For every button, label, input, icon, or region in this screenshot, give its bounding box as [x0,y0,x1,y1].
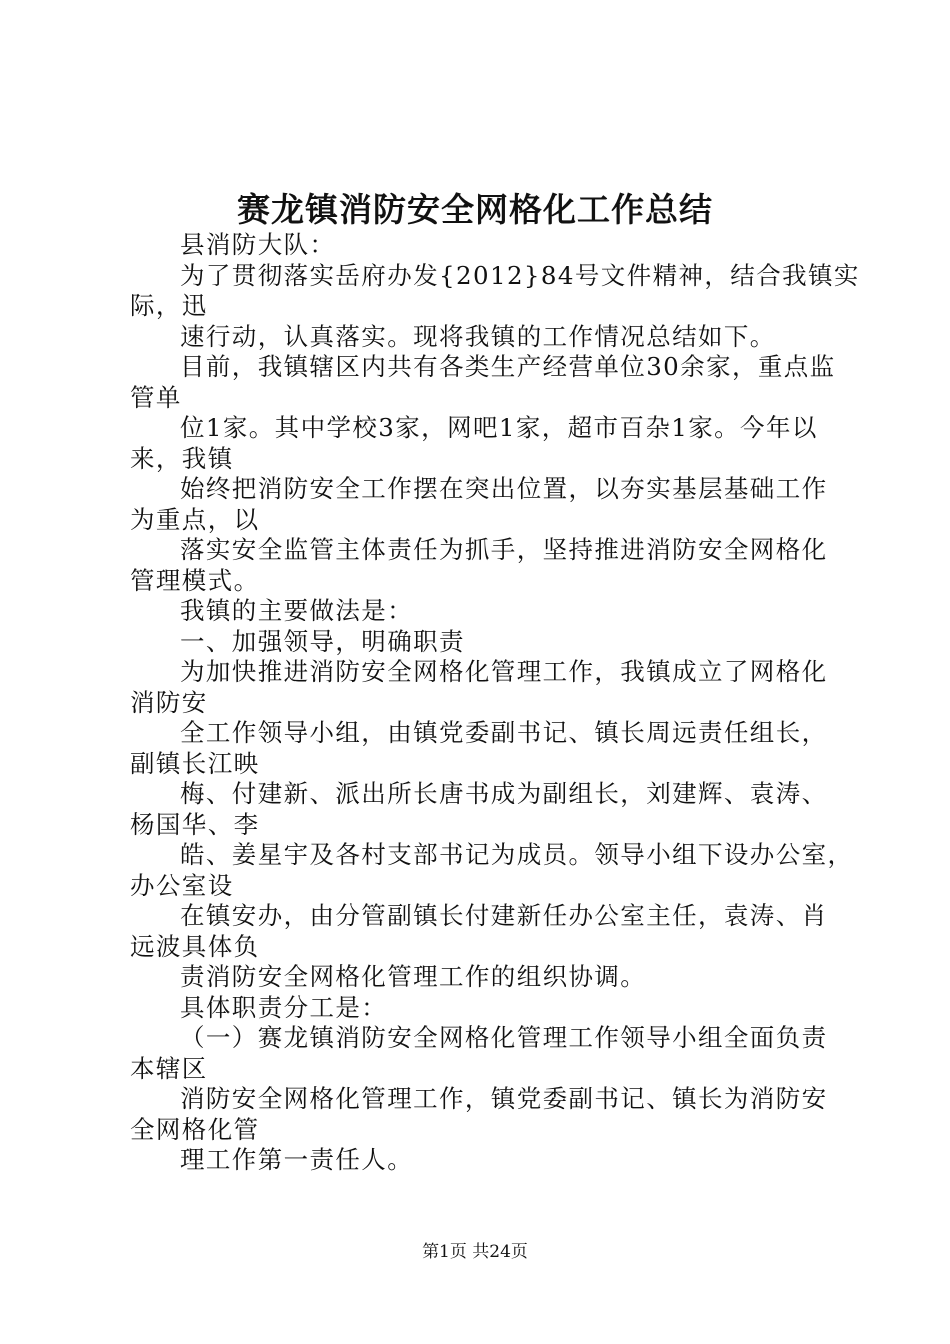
document-body [130,230,860,1176]
text-line: 全工作领导小组，由镇党委副书记、镇长周远责任组长， [180,718,828,747]
text-line: 消防安 [130,687,208,717]
text-line: 梅、付建新、派出所长唐书成为副组长，刘建辉、袁涛、 [180,779,828,808]
page-footer: 第1页 共24页 [422,1242,528,1262]
text-line: 速行动，认真落实。现将我镇的工作情况总结如下。 [180,321,776,351]
text-line: 为了贯彻落实岳府办发{2012}84号文件精神，结合我镇实 [180,260,860,290]
text-line: 我镇的主要做法是： [180,596,414,625]
text-line: 目前，我镇辖区内共有各类生产经营单位30余家，重点监 [180,352,836,381]
text-line: 办公室设 [130,870,234,900]
text-line: 消防安全网格化管理工作，镇党委副书记、镇长为消防安 [180,1084,828,1113]
text-line: 在镇安办，由分管副镇长付建新任办公室主任，袁涛、肖 [180,901,828,930]
text-line: 理工作第一责任人。 [180,1145,414,1174]
text-line: 管单 [130,382,182,412]
document-title: 赛龙镇消防安全网格化工作总结 [237,190,713,229]
text-line: 一、加强领导，明确职责 [180,626,465,656]
text-line: 皓、姜星宇及各村支部书记为成员。领导小组下设办公室， [180,840,854,869]
text-line: 际，迅 [130,291,208,320]
text-line: 为重点，以 [130,504,260,534]
text-line: 副镇长江映 [130,748,260,778]
text-line: 责消防安全网格化管理工作的组织协调。 [180,962,647,991]
text-line: 杨国华、李 [130,809,260,839]
text-line: 远波具体负 [130,931,260,961]
text-line: 县消防大队： [180,230,336,259]
text-line: 本辖区 [130,1053,208,1083]
text-line: 位1家。其中学校3家，网吧1家，超市百杂1家。今年以 [180,413,818,442]
text-line: 始终把消防安全工作摆在突出位置，以夯实基层基础工作 [180,474,828,503]
text-line: （一）赛龙镇消防安全网格化管理工作领导小组全面负责 [180,1023,828,1052]
text-line: 来，我镇 [130,443,234,473]
text-line: 落实安全监管主体责任为抓手，坚持推进消防安全网格化 [180,535,828,564]
text-line: 为加快推进消防安全网格化管理工作，我镇成立了网格化 [180,657,828,686]
text-line: 管理模式。 [130,565,260,595]
text-line: 全网格化管 [130,1114,260,1144]
text-line: 具体职责分工是： [180,992,388,1022]
